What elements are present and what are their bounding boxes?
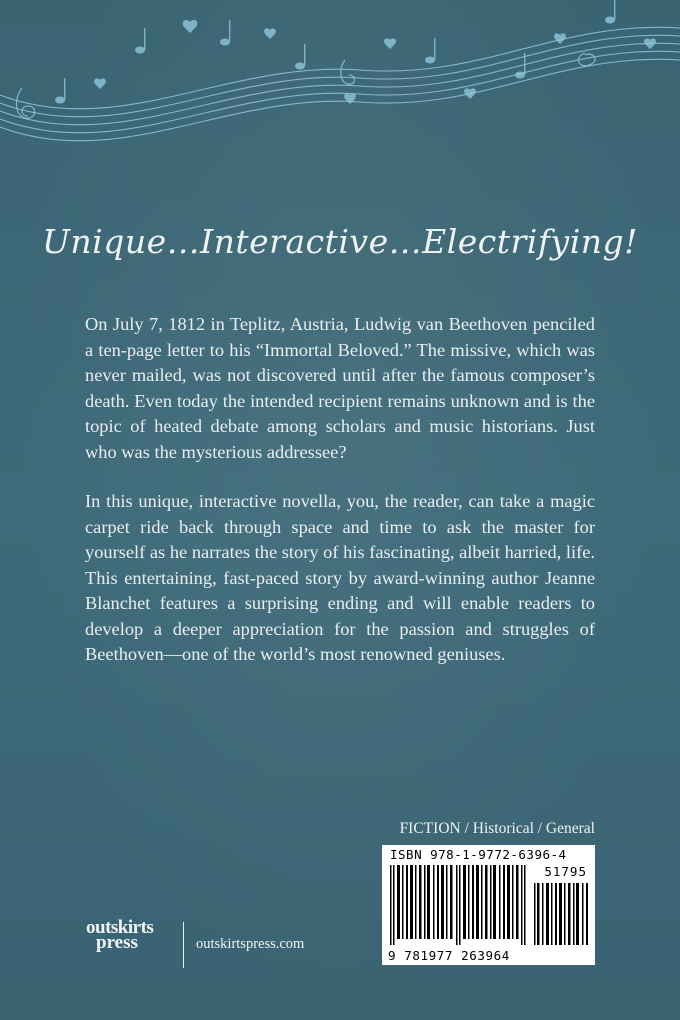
isbn-top-label: ISBN 978-1-9772-6396-4 [390,847,567,862]
blurb-paragraph-1: On July 7, 1812 in Teplitz, Austria, Ludwig van Beethoven penciled a ten-page letter to his “Immortal Beloved.” The missive, which was never mailed, was not discovered until after the famous composer’s death. Even today the intended recipient remains unknown and is the topic of heated debate among scholars and music historians. Just who was the mysterious addressee? [85,314,595,462]
publisher-logo [86,917,178,970]
publisher-logo-top: outskirts [86,917,154,938]
blurb [85,312,595,692]
publisher-website: outskirtspress.com [196,936,305,952]
price-code: 51795 [544,864,587,879]
music-staff-decoration [0,0,680,170]
publisher-divider [183,922,184,968]
isbn-bottom-digits: 9 781977 263964 [388,948,510,963]
isbn-barcode [382,845,595,965]
blurb-paragraph-2: In this unique, interactive novella, you, the reader, can take a magic carpet ride back through space and time to ask the master for yourself as he narrates the story of his fascinating, albeit harried, life. This entertaining, fast-paced story by award-winning author Jeanne Blanchet features a surprising ending and will enable readers to develop a deeper appreciation for the passion and struggles of Beethoven—one of the world’s most renowned geniuses. [85,491,595,664]
tagline: Unique…Interactive…Electrifying! [42,222,638,261]
price-barcode-bars [534,883,589,945]
genre-category: FICTION / Historical / General [399,820,595,837]
barcode-bars [390,865,530,945]
publisher-logo-bottom: press [96,932,138,953]
